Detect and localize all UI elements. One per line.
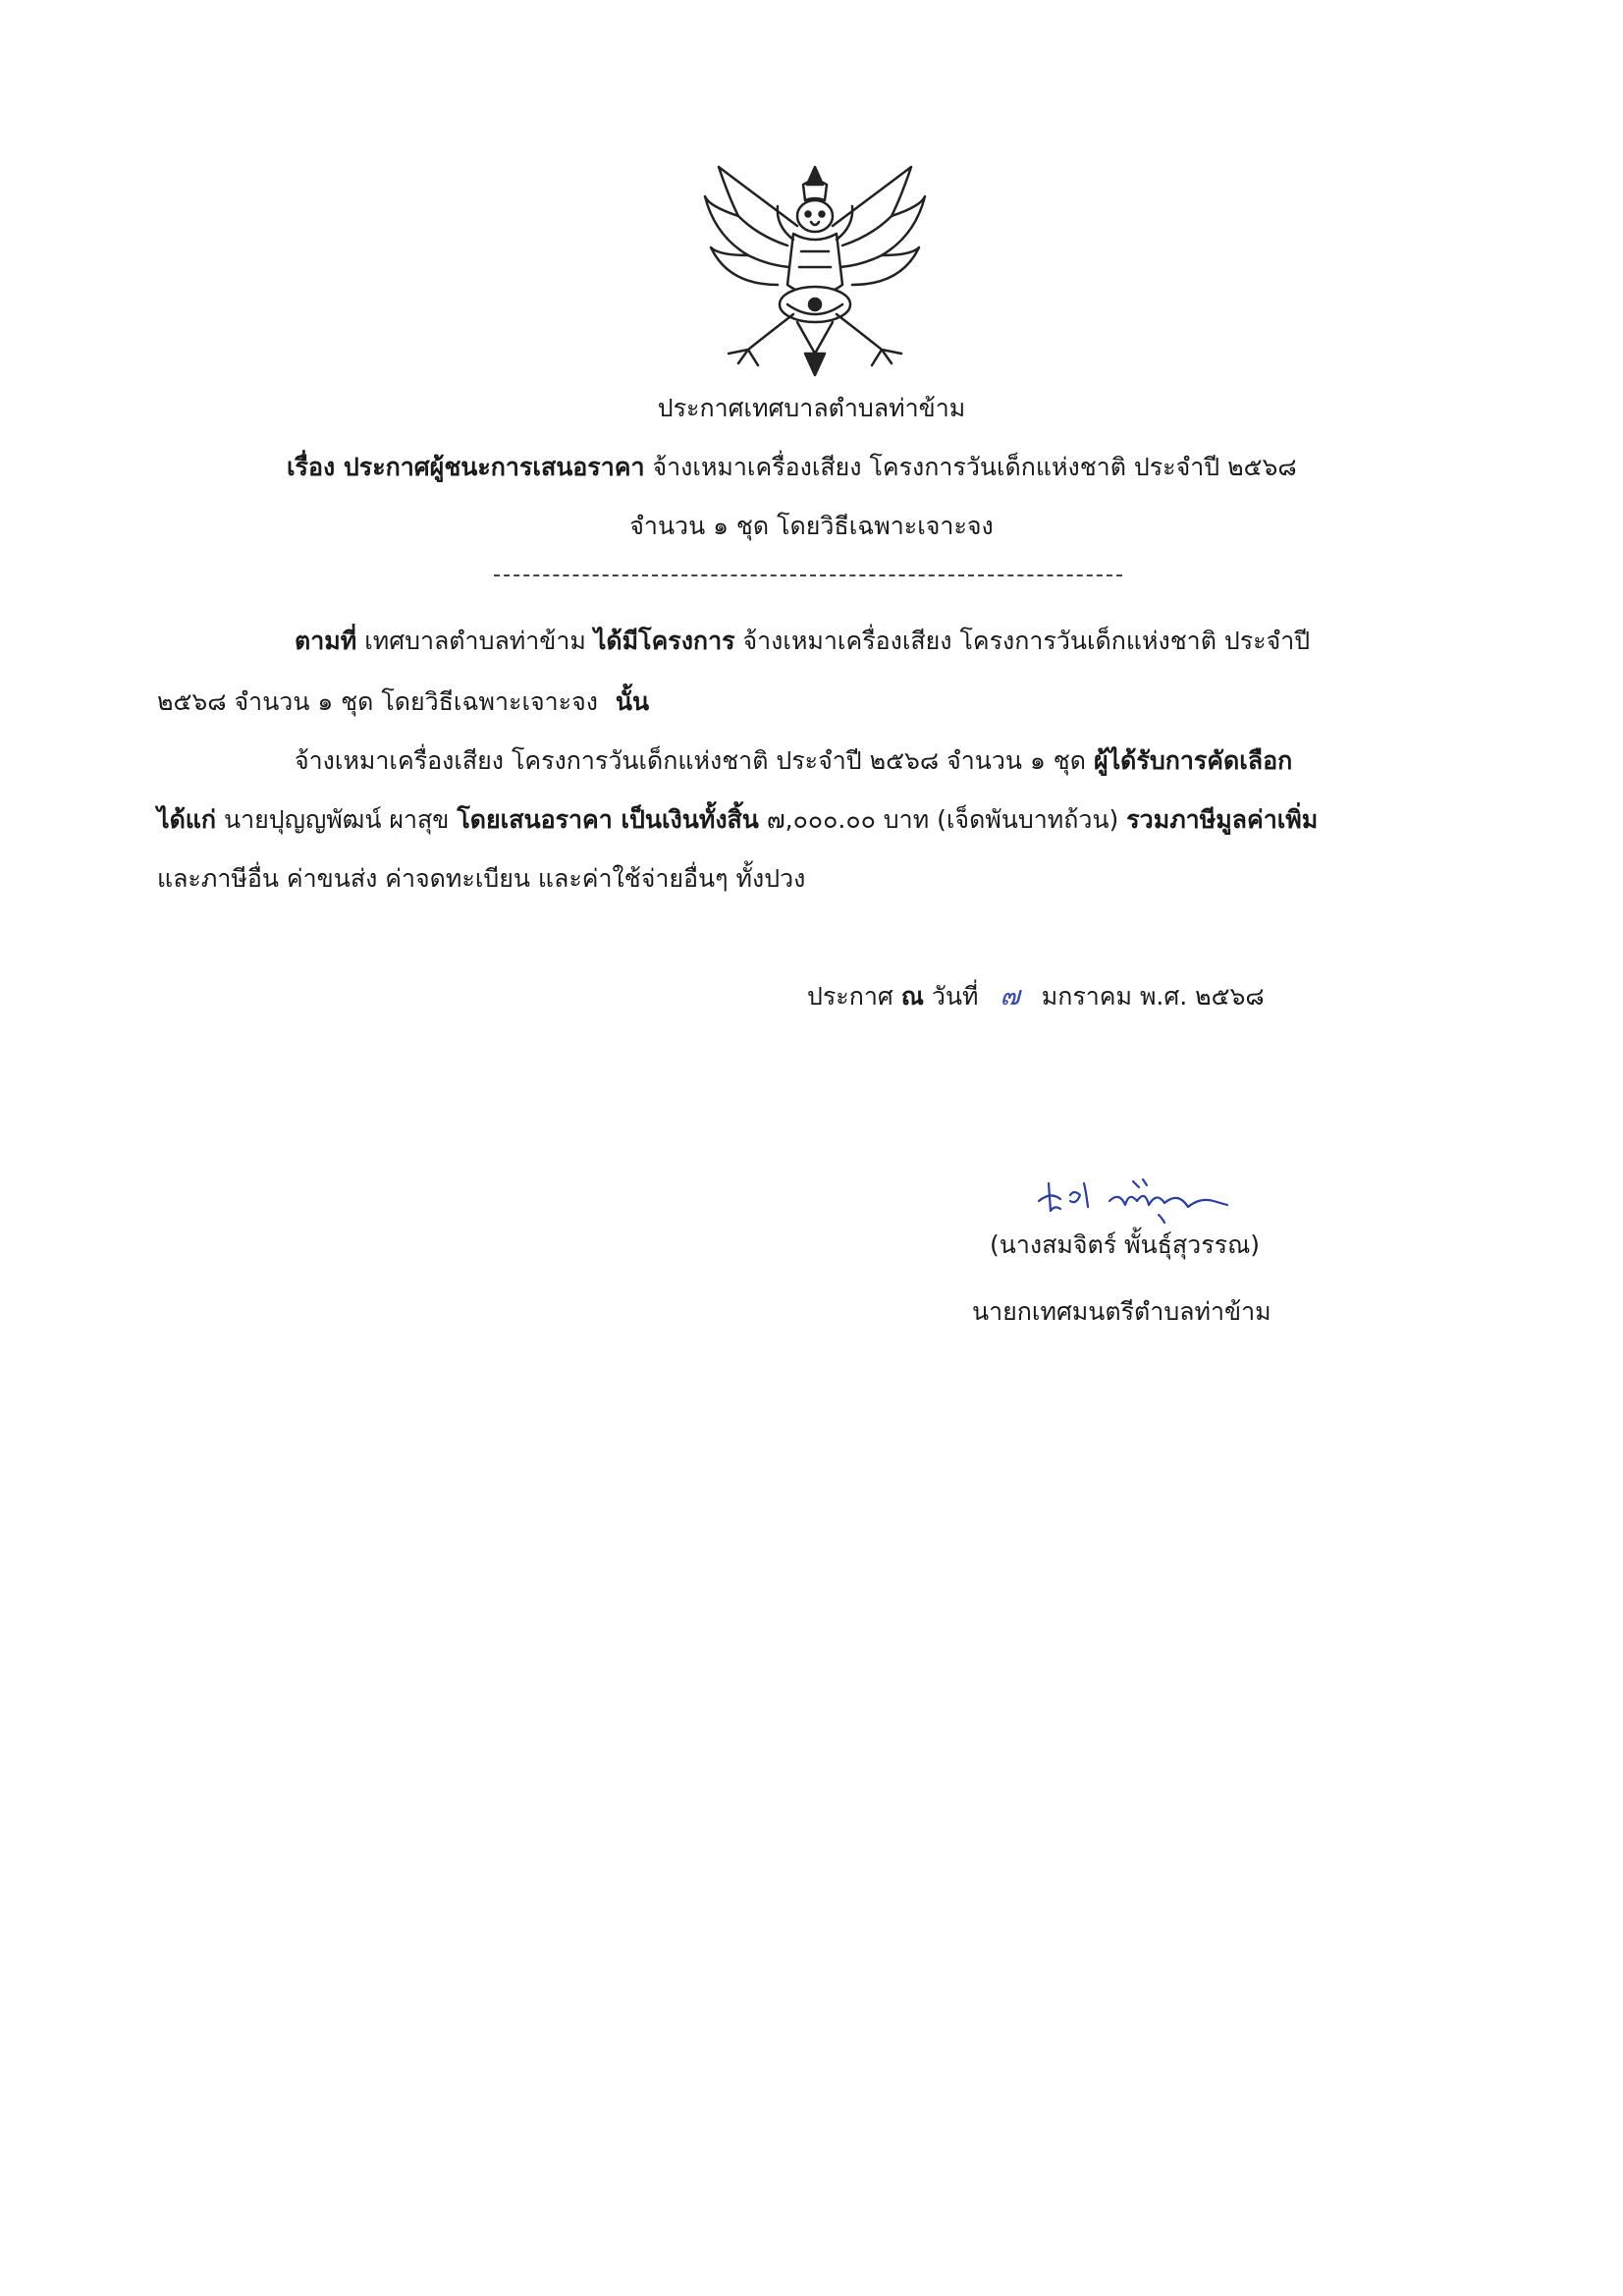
announcement-title	[0, 391, 1623, 426]
paragraph-1-line-1	[295, 624, 1310, 659]
paragraph-2-line-2	[157, 802, 1318, 838]
announcement-date	[807, 979, 1265, 1014]
p1-line-2-end: นั้น	[615, 687, 650, 716]
date-prefix: ประกาศ	[807, 982, 893, 1011]
paragraph-2-line-3	[157, 861, 805, 897]
title-text: ประกาศเทศบาลตำบลท่าข้าม	[657, 394, 966, 422]
signatory-name-text: (นางสมจิตร์ พั้นธุ์สุวรรณ)	[990, 1230, 1261, 1259]
p1-line-2-text: ๒๕๖๘ จำนวน ๑ ชุด โดยวิธีเฉพาะเจาะจง	[157, 687, 598, 716]
subject-label: เรื่อง ประกาศผู้ชนะการเสนอราคา	[287, 453, 645, 481]
paragraph-2-line-1	[295, 743, 1292, 779]
p2-price: ๗,๐๐๐.๐๐ บาท (เจ็ดพันบาทถ้วน)	[766, 805, 1119, 834]
dashed-separator	[494, 574, 1122, 576]
date-day-handwritten: ๗	[1000, 981, 1020, 1011]
p2-label-vat: รวมภาษีมูลค่าเพิ่ม	[1126, 805, 1319, 834]
date-at: ณ	[900, 982, 924, 1011]
signatory-position-text: นายกเทศมนตรีตำบลท่าข้าม	[972, 1297, 1271, 1326]
p1-label-according: ตามที่	[295, 627, 357, 655]
garuda-emblem	[699, 157, 931, 379]
subject-line-1	[287, 450, 1297, 485]
p1-project: จ้างเหมาเครื่องเสียง โครงการวันเด็กแห่งชาติ ประจำปี	[742, 627, 1311, 655]
p2-line-1-label: ผู้ได้รับการคัดเลือก	[1093, 746, 1293, 775]
p2-winner-name: นายปุญญพัฒน์ ผาสุข	[224, 805, 450, 834]
subject-text: จ้างเหมาเครื่องเสียง โครงการวันเด็กแห่งชาติ ประจำปี ๒๕๖๘	[652, 453, 1297, 481]
p2-label-price: โดยเสนอราคา เป็นเงินทั้งสิ้น	[457, 805, 759, 834]
p1-label-project: ได้มีโครงการ	[593, 627, 735, 655]
p2-line-3-text: และภาษีอื่น ค่าขนส่ง ค่าจดทะเบียน และค่าใช้จ่ายอื่นๆ ทั้งปวง	[157, 864, 806, 893]
handwritten-signature	[1031, 1162, 1257, 1230]
subject-line-2-text: จำนวน ๑ ชุด โดยวิธีเฉพาะเจาะจง	[629, 512, 994, 540]
p1-organization: เทศบาลตำบลท่าข้าม	[364, 627, 586, 655]
date-day-label: วันที่	[931, 982, 979, 1011]
p2-line-1-text: จ้างเหมาเครื่องเสียง โครงการวันเด็กแห่งชาติ ประจำปี ๒๕๖๘ จำนวน ๑ ชุด	[295, 746, 1086, 775]
subject-line-2	[0, 509, 1623, 544]
p2-label-winner: ได้แก่	[157, 805, 217, 834]
date-month-year: มกราคม พ.ศ. ๒๕๖๘	[1041, 982, 1265, 1011]
paragraph-1-line-2	[157, 684, 649, 720]
signatory-name	[990, 1228, 1260, 1263]
signatory-position	[972, 1294, 1271, 1330]
